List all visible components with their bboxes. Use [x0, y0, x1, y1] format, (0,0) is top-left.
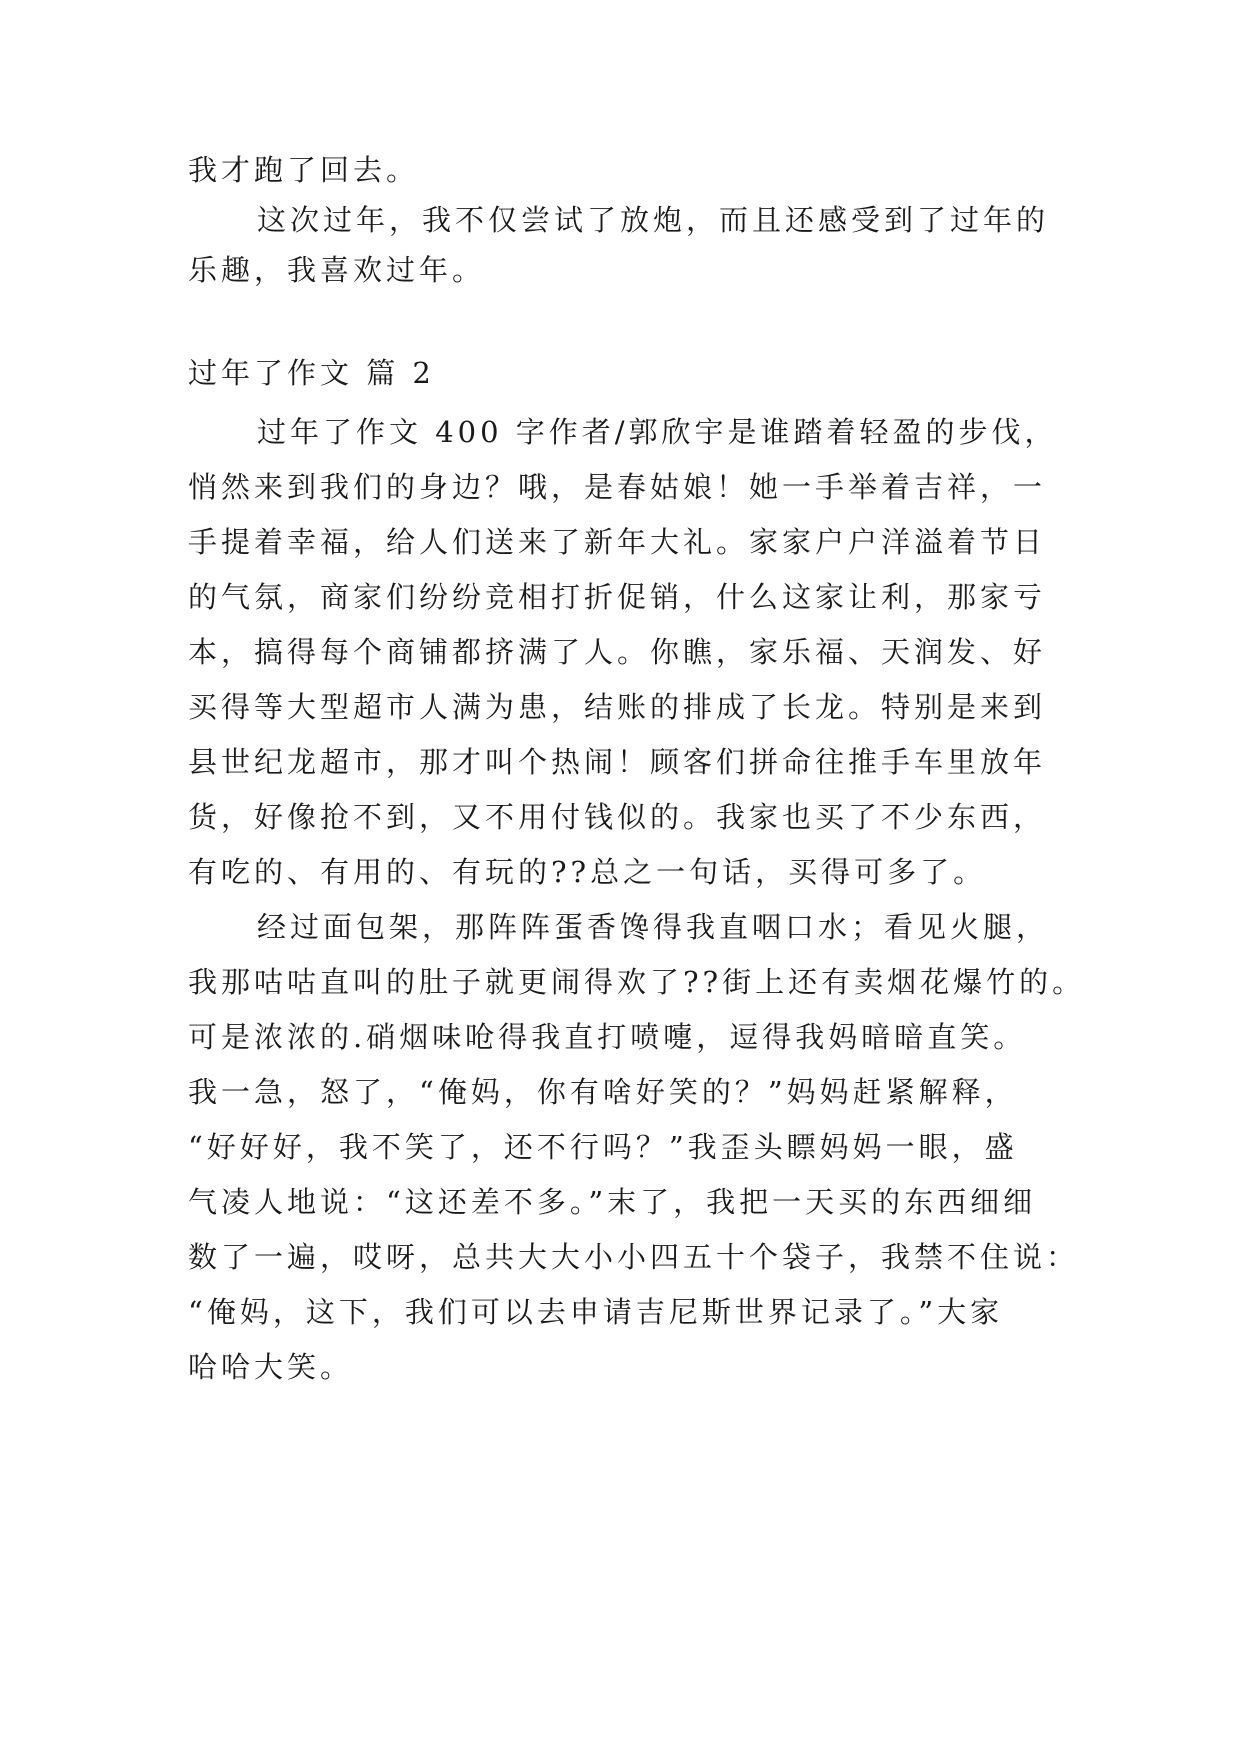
- text-line: 哈哈大笑。: [188, 1350, 354, 1384]
- text-line: 手提着幸福，给人们送来了新年大礼。家家户户洋溢着节日: [188, 525, 1047, 559]
- text-line: 的气氛，商家们纷纷竞相打折促销，什么这家让利，那家亏: [188, 580, 1047, 614]
- text-line: 买得等大型超市人满为患，结账的排成了长龙。特别是来到: [188, 690, 1047, 724]
- section-heading: 过年了作文 篇 2: [188, 356, 435, 390]
- text-line: 货，好像抢不到，又不用付钱似的。我家也买了不少东西，: [188, 800, 1047, 834]
- text-line: 我一急，怒了，“俺妈，你有啥好笑的？”妈妈赶紧解释，: [188, 1075, 1018, 1109]
- text-line: 县世纪龙超市，那才叫个热闹！顾客们拼命往推手车里放年: [188, 745, 1047, 779]
- text-line: 悄然来到我们的身边？哦，是春姑娘！她一手举着吉祥，一: [188, 470, 1047, 504]
- text-line: 经过面包架，那阵阵蛋香馋得我直咽口水；看见火腿，: [257, 910, 1050, 944]
- text-line: 有吃的、有用的、有玩的??总之一句话，买得可多了。: [188, 855, 987, 889]
- text-line: 本，搞得每个商铺都挤满了人。你瞧，家乐福、天润发、好: [188, 635, 1047, 669]
- text-line: 乐趣，我喜欢过年。: [188, 253, 486, 287]
- text-line: 这次过年，我不仅尝试了放炮，而且还感受到了过年的: [257, 203, 1050, 237]
- text-line: 气凌人地说：“这还差不多。”末了，我把一天买的东西细细: [188, 1185, 1037, 1219]
- text-line: 我那咕咕直叫的肚子就更闹得欢了??街上还有卖烟花爆竹的。: [188, 965, 1086, 999]
- text-line: 数了一遍，哎呀，总共大大小小四五十个袋子，我禁不住说：: [188, 1240, 1080, 1274]
- text-line: 可是浓浓的.硝烟味呛得我直打喷嚏，逗得我妈暗暗直笑。: [188, 1020, 1027, 1054]
- text-line: “俺妈，这下，我们可以去申请吉尼斯世界记录了。”大家: [188, 1295, 1004, 1329]
- text-line: 我才跑了回去。: [188, 153, 420, 187]
- text-line: “好好好，我不笑了，还不行吗？”我歪头瞟妈妈一眼，盛: [188, 1130, 1018, 1164]
- text-line: 过年了作文 400 字作者/郭欣宇是谁踏着轻盈的步伐，: [257, 415, 1058, 449]
